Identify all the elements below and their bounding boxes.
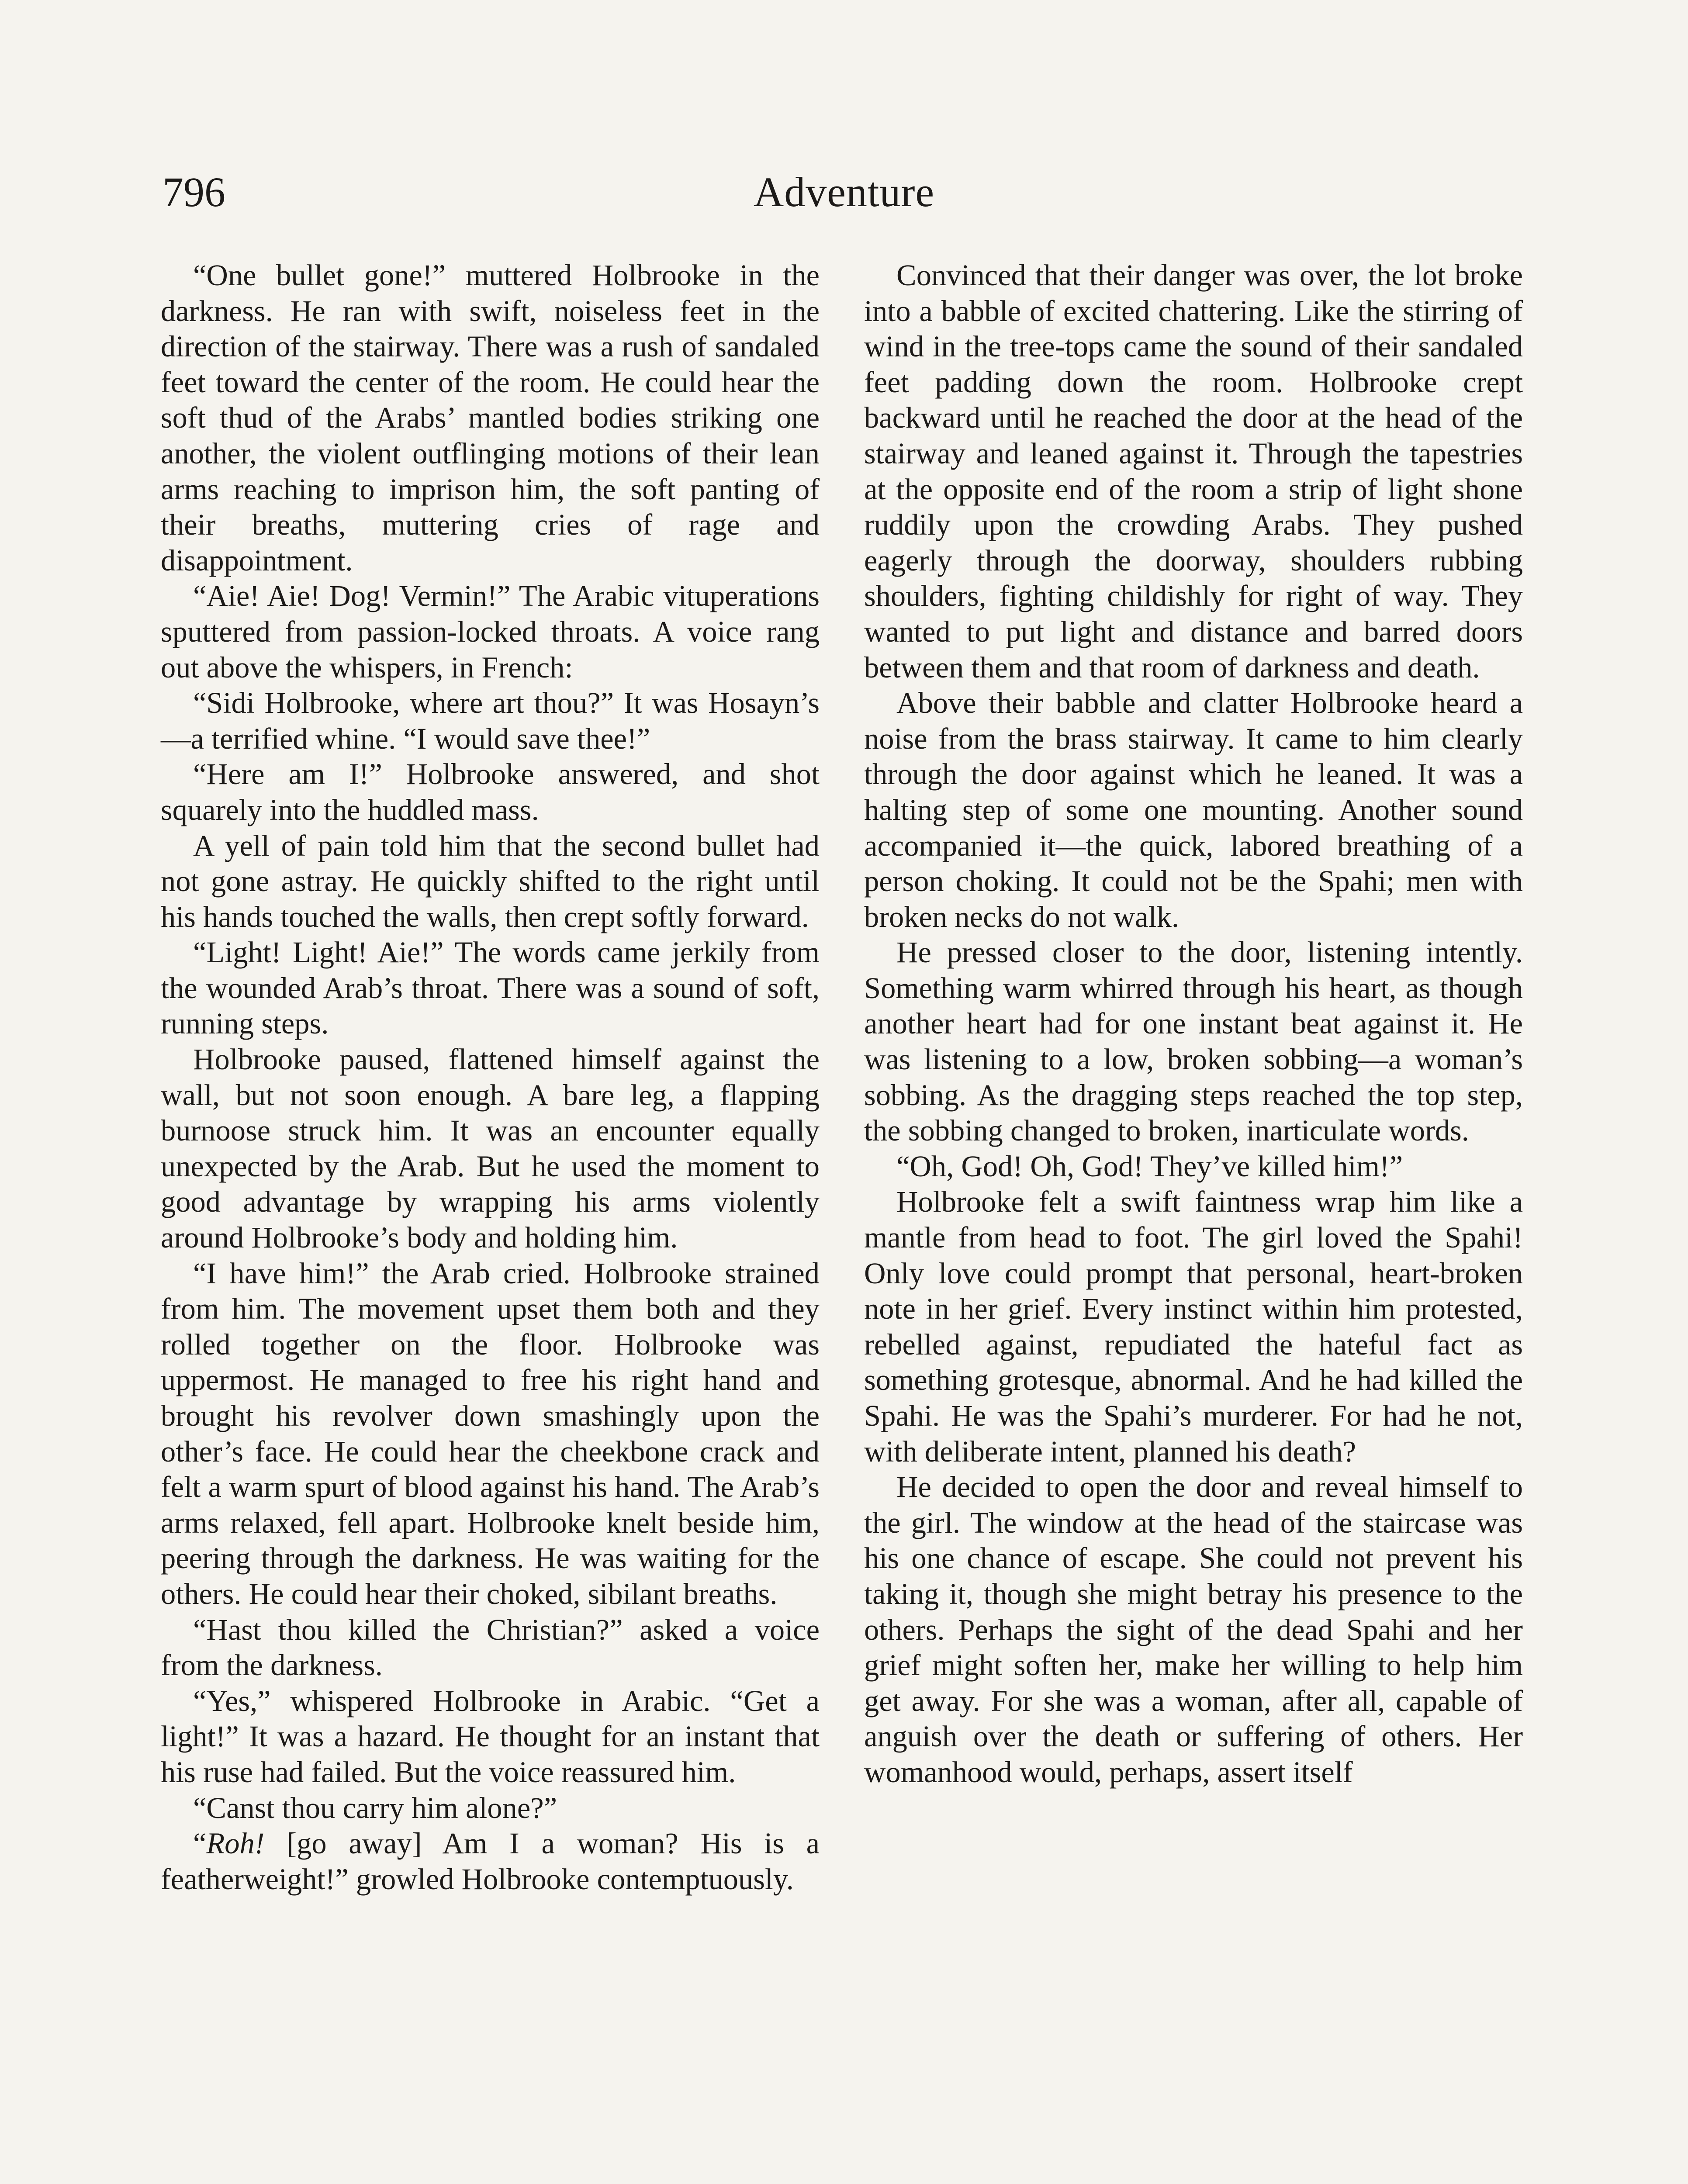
paragraph: “I have him!” the Arab cried. Holbrooke strained from him. The movement upset them both and they rolled together on the floor. Holbrooke was uppermost. He managed to free his right hand and brought his revolver down smashingly upon the other’s face. He could hear the cheekbone crack and felt a warm spurt of blood against his hand. The Arab’s arms relaxed, fell apart. Holbrooke knelt beside him, peering through the darkness. He was waiting for the others. He could hear their choked, sibilant breaths. [161, 1256, 820, 1610]
paragraph: “Aie! Aie! Dog! Vermin!” The Arabic vituperations sputtered from passion-locked throats. A voice rang out above the whispers, in French: [161, 579, 820, 684]
paragraph: “Light! Light! Aie!” The words came jerkily from the wounded Arab’s throat. There was a sound of soft, running steps. [161, 936, 820, 1040]
left-column [161, 258, 820, 1897]
page-number: 796 [163, 169, 225, 215]
right-column [864, 258, 1523, 1790]
running-head: Adventure [753, 169, 935, 215]
paragraph: “Sidi Holbrooke, where art thou?” It was Hosayn’s—a terrified whine. “I would save thee!” [161, 686, 820, 755]
paragraph: “Hast thou killed the Christian?” asked a voice from the darkness. [161, 1613, 820, 1682]
paragraph: “Oh, God! Oh, God! They’ve killed him!” [896, 1149, 1403, 1183]
paragraph [161, 1826, 820, 1897]
paragraph: A yell of pain told him that the second bullet had not gone astray. He quickly shifted to the right until his hands touched the walls, then crept softly forward. [161, 829, 820, 933]
paragraph: “Canst thou carry him alone?” [193, 1791, 557, 1825]
paragraph: He pressed closer to the door, listening intently. Something warm whirred through his heart, as though another heart had for one instant beat against it. He was listening to a low, broken sobbing—a woman’s sobbing. As the dragging steps reached the top step, the sobbing changed to broken, inarticulate words. [864, 936, 1523, 1147]
paragraph: Holbrooke felt a swift faintness wrap him like a mantle from head to foot. The girl loved the Spahi! Only love could prompt that personal, heart-broken note in her grief. Every instinct within him protested, rebelled against, repudiated the hateful fact as something grotesque, abnormal. And he had killed the Spahi. He was the Spahi’s murderer. For had he not, with deliberate intent, planned his death? [864, 1185, 1523, 1468]
italic-word: Roh! [206, 1827, 265, 1860]
paragraph: He decided to open the door and reveal himself to the girl. The window at the head of the staircase was his one chance of escape. She could not prevent his taking it, though she might betray his presence to the others. Perhaps the sight of the dead Spahi and her grief might soften her, make her willing to help him get away. For she was a woman, after all, capable of anguish over the death or suffering of others. Her womanhood would, perhaps, assert itself [864, 1470, 1523, 1789]
paragraph-rest: [go away] Am I a woman? His is a featherweight!” growled Holbrooke contemptuously. [161, 1827, 820, 1896]
paragraph: Holbrooke paused, flattened himself against the wall, but not soon enough. A bare leg, a flapping burnoose struck him. It was an encounter equally unexpected by the Arab. But he used the moment to good advantage by wrapping his arms violently around Holbrooke’s body and holding him. [161, 1043, 820, 1254]
paragraph: Convinced that their danger was over, the lot broke into a babble of excited chattering. Like the stirring of wind in the tree-tops came the sound of their sandaled feet padding down the room. Holbrooke crept backward until he reached the door at the head of the stairway and leaned against it. Through the tapestries at the opposite end of the room a strip of light shone ruddily upon the crowding Arabs. They pushed eagerly through the doorway, shoulders rubbing shoulders, fighting childishly for right of way. They wanted to put light and distance and barred doors between them and that room of darkness and death. [864, 259, 1523, 684]
paragraph: “Here am I!” Holbrooke answered, and shot squarely into the huddled mass. [161, 757, 820, 826]
open-quote: “ [193, 1827, 207, 1860]
paragraph: Above their babble and clatter Holbrooke heard a noise from the brass stairway. It came to him clearly through the door against which he leaned. It was a halting step of some one mounting. Another sound accompanied it—the quick, labored breathing of a person choking. It could not be the Spahi; men with broken necks do not walk. [864, 686, 1523, 933]
paragraph: “Yes,” whispered Holbrooke in Arabic. “Get a light!” It was a hazard. He thought for an instant that his ruse had failed. But the voice reassured him. [161, 1684, 820, 1789]
paragraph: “One bullet gone!” muttered Holbrooke in the darkness. He ran with swift, noiseless feet in the direction of the stairway. There was a rush of sandaled feet toward the center of the room. He could hear the soft thud of the Arabs’ mantled bodies striking one another, the violent outflinging motions of their lean arms reaching to imprison him, the soft panting of their breaths, muttering cries of rage and disappointment. [161, 259, 820, 577]
